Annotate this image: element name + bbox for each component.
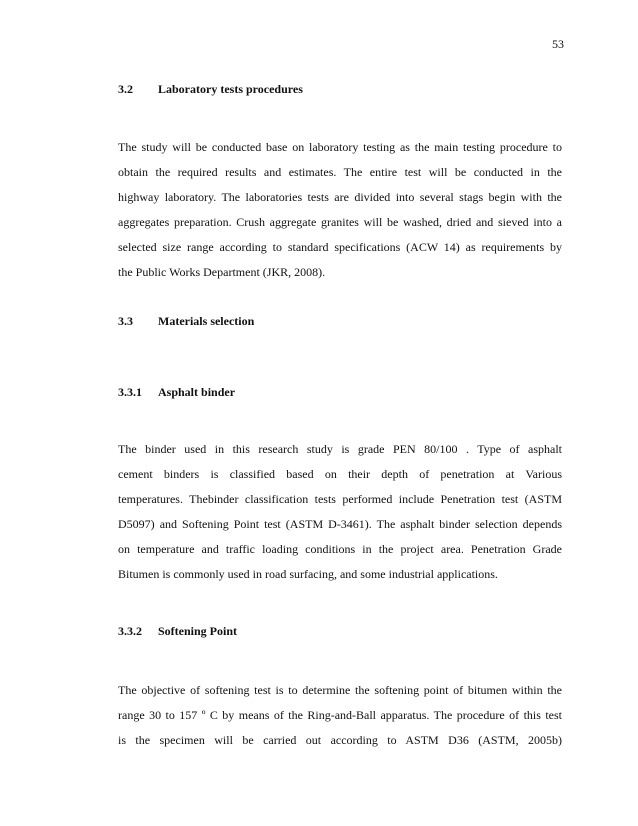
paragraph-line: The objective of softening test is to determine the softening point of bitumen within the xyxy=(118,683,562,697)
section-number: 3.3.2 xyxy=(118,624,142,638)
section-heading-3-3-2 xyxy=(118,624,238,638)
section-title: Softening Point xyxy=(158,624,238,638)
section-number: 3.2 xyxy=(118,82,133,96)
paragraph-line: aggregates preparation. Crush aggregate granites will be washed, dried and sieved into a xyxy=(118,215,562,229)
paragraph-lab-procedures xyxy=(118,135,562,285)
paragraph-line: temperatures. Thebinder classification tests performed include Penetration test (ASTM xyxy=(118,492,562,506)
paragraph-line: selected size range according to standard specifications (ACW 14) as requirements by xyxy=(118,240,562,254)
section-number: 3.3.1 xyxy=(118,385,142,399)
paragraph-line: cement binders is classified based on their depth of penetration at Various xyxy=(118,467,562,481)
paragraph-softening-point xyxy=(118,678,562,753)
section-heading-3-2 xyxy=(118,82,303,96)
paragraph-line: range 30 to 157 º C by means of the Ring-and-Ball apparatus. The procedure of this test xyxy=(118,708,562,722)
paragraph-line: The study will be conducted base on laboratory testing as the main testing procedure to xyxy=(118,140,562,154)
section-title: Asphalt binder xyxy=(158,385,236,399)
section-title: Materials selection xyxy=(158,314,255,328)
paragraph-line: on temperature and traffic loading conditions in the project area. Penetration Grade xyxy=(118,542,562,556)
paragraph-line: highway laboratory. The laboratories tests are divided into several stags begin with the xyxy=(118,190,562,204)
paragraph-line: the Public Works Department (JKR, 2008). xyxy=(118,265,326,279)
paragraph-line: D5097) and Softening Point test (ASTM D-3461). The asphalt binder selection depends xyxy=(118,517,562,531)
paragraph-line: The binder used in this research study is grade PEN 80/100 . Type of asphalt xyxy=(118,442,562,456)
section-heading-3-3 xyxy=(118,314,255,328)
section-number: 3.3 xyxy=(118,314,133,328)
section-title: Laboratory tests procedures xyxy=(158,82,303,96)
page-number: 53 xyxy=(552,37,564,51)
paragraph-asphalt-binder xyxy=(118,437,562,587)
paragraph-line: obtain the required results and estimates. The entire test will be conducted in the xyxy=(118,165,562,179)
section-heading-3-3-1 xyxy=(118,385,236,399)
paragraph-line: Bitumen is commonly used in road surfacing, and some industrial applications. xyxy=(118,567,498,581)
paragraph-line: is the specimen will be carried out according to ASTM D36 (ASTM, 2005b) xyxy=(118,733,562,747)
